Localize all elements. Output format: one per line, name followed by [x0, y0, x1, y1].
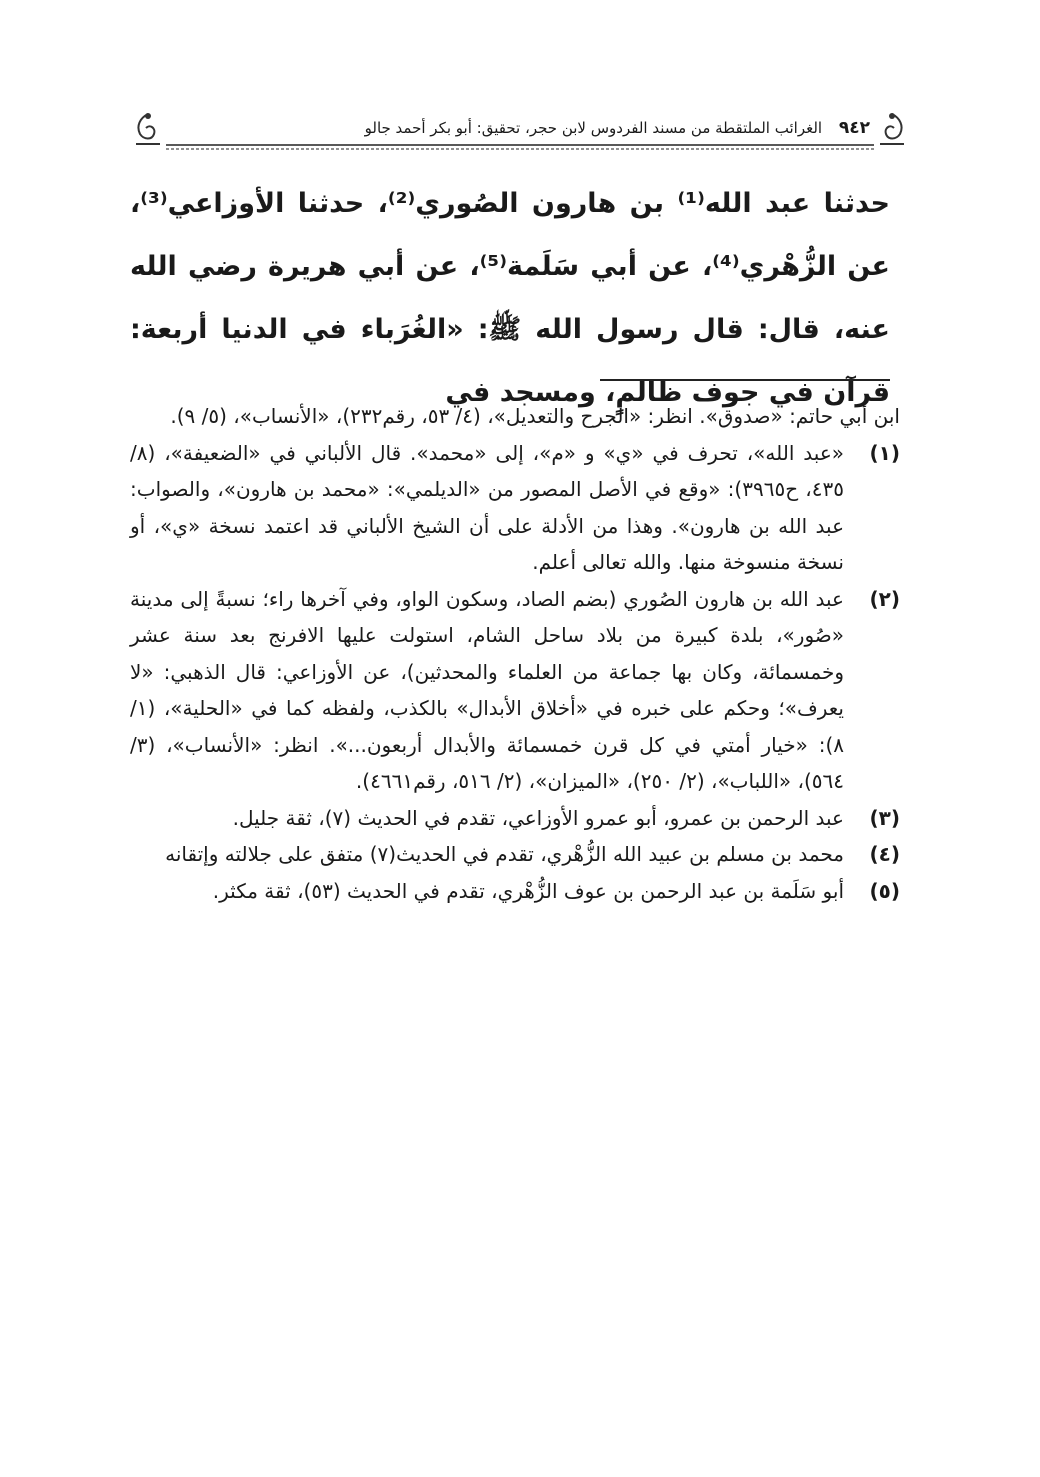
header-rule [166, 142, 874, 152]
footnote-text: محمد بن مسلم بن عبيد الله الزُّهْري، تقدم في الحديث(٧) متفق على جلالته وإتقانه [165, 842, 844, 866]
footnote-text: أبو سَلَمة بن عبد الرحمن بن عوف الزُّهْري، تقدم في الحديث (٥٣)، ثقة مكثر. [212, 878, 844, 903]
footnote-text: عبد الرحمن بن عمرو، أبو عمرو الأوزاعي، تقدم في الحديث (٧)، ثقة جليل. [232, 805, 844, 830]
footnote-item [130, 873, 900, 910]
running-header [170, 118, 870, 138]
page-number: ٩٤٢ [838, 118, 870, 138]
footnote-number: (٥) [869, 878, 900, 903]
footnote-item [130, 836, 900, 873]
running-title: الغرائب الملتقطة من مسند الفردوس لابن حجر، تحقيق: أبو بكر أحمد جالو [364, 119, 823, 137]
footnote-number: (٣) [869, 805, 900, 830]
page-header [130, 110, 910, 156]
hadith-chain-text: حدثنا عبد الله⁽¹⁾ بن هارون الصُوري⁽²⁾، حدثنا الأوزاعي⁽³⁾، عن الزُّهْري⁽⁴⁾، عن أبي سَلَمة⁽⁵⁾، عن أبي هريرة رضي الله عنه، قال: قال رسول الله ﷺ: «الغُرَباء في الدنيا أربعة: قرآن في جوف ظالمٍ، ومسجد في [130, 188, 891, 408]
footnote-number: (١) [869, 440, 900, 465]
footnote-text: «عبد الله»، تحرف في «ي» و «م»، إلى «محمد». قال الألباني في «الضعيفة»، (٨/ ٤٣٥، ح٣٩٦٥): «وقع في الأصل المصور من «الديلمي»: «محمد بن هارون»، والصواب: عبد الله بن هارون». وهذا من الأدلة على أن الشيخ الألباني قد اعتمد نسخة «ي»، أو نسخة منسوخة منها. والله تعالى أعلم. [130, 440, 844, 574]
footnote-text: عبد الله بن هارون الصُوري (بضم الصاد، وسكون الواو، وفي آخرها راء؛ نسبةً إلى مدينة «صُور»، بلدة كبيرة من بلاد ساحل الشام، استولت عليها الافرنج بعد سنة عشر وخمسمائة، وكان بها جماعة من العلماء والمحدثين)، عن الأوزاعي: قال الذهبي: «لا يعرف»؛ وحكم على خبره في «أخلاق الأبدال» بالكذب، ولفظه كما في «الحلية»، (١/ ٨): «خيار أمتي في كل قرن خمسمائة والأبدال أربعون...». انظر: «الأنساب»، (٣/ ٥٦٤)، «اللباب»، (٢/ ٢٥٠)، «الميزان»، (٢/ ٥١٦، رقم٤٦٦١). [130, 586, 844, 793]
footnote-continuation: ابن أبي حاتم: «صدوق». انظر: «الجرح والتعديل»، (٤/ ٥٣، رقم٢٣٢)، «الأنساب»، (٥/ ٩). [170, 404, 900, 428]
footnotes [130, 398, 900, 909]
footnote-separator [600, 379, 890, 381]
ornament-right-icon [874, 110, 910, 150]
footnote-item [130, 435, 900, 581]
footnote-number: (٢) [869, 586, 900, 611]
footnote-item [130, 800, 900, 837]
main-text-block [130, 172, 890, 424]
ornament-left-icon [130, 110, 166, 150]
footnote-number: (٤) [869, 842, 900, 866]
footnote-item [130, 581, 900, 800]
